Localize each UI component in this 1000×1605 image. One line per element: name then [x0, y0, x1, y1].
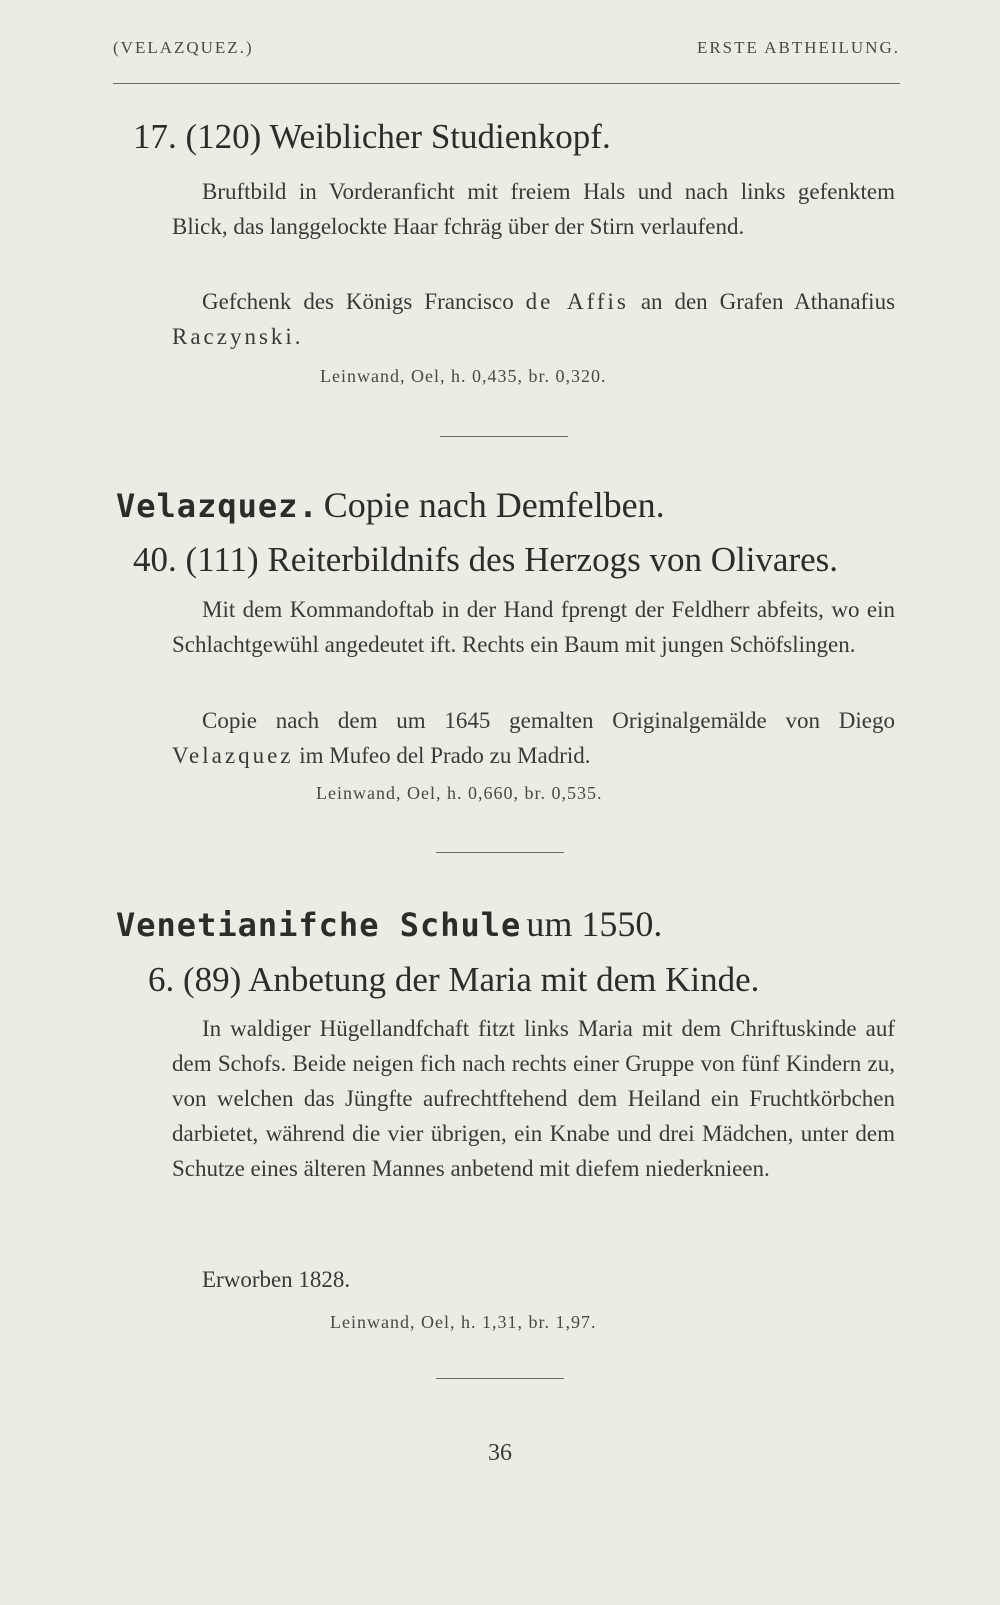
provenance-text: Gefchenk des Königs Francisco [202, 289, 514, 314]
provenance-text: Copie nach dem um 1645 gemalten Originalgemälde von Diego [202, 708, 895, 733]
entry-description-40: Mit dem Kommandoftab in der Hand fprengt der Feldherr abfeits, wo ein Schlachtgewühl angedeutet ift. Rechts ein Baum mit jungen Schöfslingen. [172, 597, 895, 657]
separator-rule [436, 1378, 564, 1379]
entry-provenance-40 [172, 703, 895, 773]
separator-rule [436, 852, 564, 853]
artist-suffix: Copie nach Demfelben. [323, 485, 665, 525]
artist-heading-venetianische-schule [116, 903, 662, 945]
entry-title-17: 17. (120) Weiblicher Studienkopf. [133, 117, 611, 156]
entry-medium-17: Leinwand, Oel, h. 0,435, br. 0,320. [320, 366, 607, 386]
running-head-right: ERSTE ABTHEILUNG. [696, 38, 900, 57]
separator-rule [440, 436, 568, 437]
provenance-name: de Affis [525, 289, 629, 314]
entry-description-6: In waldiger Hügellandfchaft fitzt links Maria mit dem Chriftuskinde auf dem Schofs. Beide neigen fich nach rechts einer Gruppe von fünf Kindern zu, von welchen das Jüngfte aufrechtftehend dem Heiland ein Fruchtkörbchen darbietet, während die vier übrigen, ein Knabe und drei Mädchen, unter dem Schutze eines älteren Mannes anbetend mit diefem niederknieen. [172, 1016, 895, 1181]
provenance-name: Velazquez [172, 743, 294, 768]
artist-suffix: um 1550. [526, 904, 663, 944]
entry-medium-6: Leinwand, Oel, h. 1,31, br. 1,97. [330, 1312, 597, 1332]
entry-provenance-17 [172, 284, 895, 354]
provenance-text: an den Grafen Athanafius [640, 289, 896, 314]
artist-heading-velazquez [116, 484, 665, 526]
artist-name: Venetianifche Schule [116, 906, 522, 944]
page-number: 36 [488, 1440, 512, 1466]
entry-description-17: Bruftbild in Vorderanficht mit freiem Hals und nach links gefenktem Blick, das langgelockte Haar fchräg über der Stirn verlaufend. [172, 179, 895, 239]
entry-provenance-6: Erworben 1828. [202, 1267, 351, 1292]
entry-medium-40: Leinwand, Oel, h. 0,660, br. 0,535. [316, 783, 603, 803]
artist-name: Velazquez. [116, 487, 319, 525]
provenance-name: Raczynski. [172, 324, 304, 349]
entry-title-6: 6. (89) Anbetung der Maria mit dem Kinde. [148, 960, 760, 999]
header-rule [113, 83, 900, 84]
entry-title-40: 40. (111) Reiterbildnifs des Herzogs von Olivares. [133, 540, 839, 579]
provenance-text: im Mufeo del Prado zu Madrid. [299, 743, 591, 768]
running-head-left: (VELAZQUEZ.) [113, 38, 254, 57]
